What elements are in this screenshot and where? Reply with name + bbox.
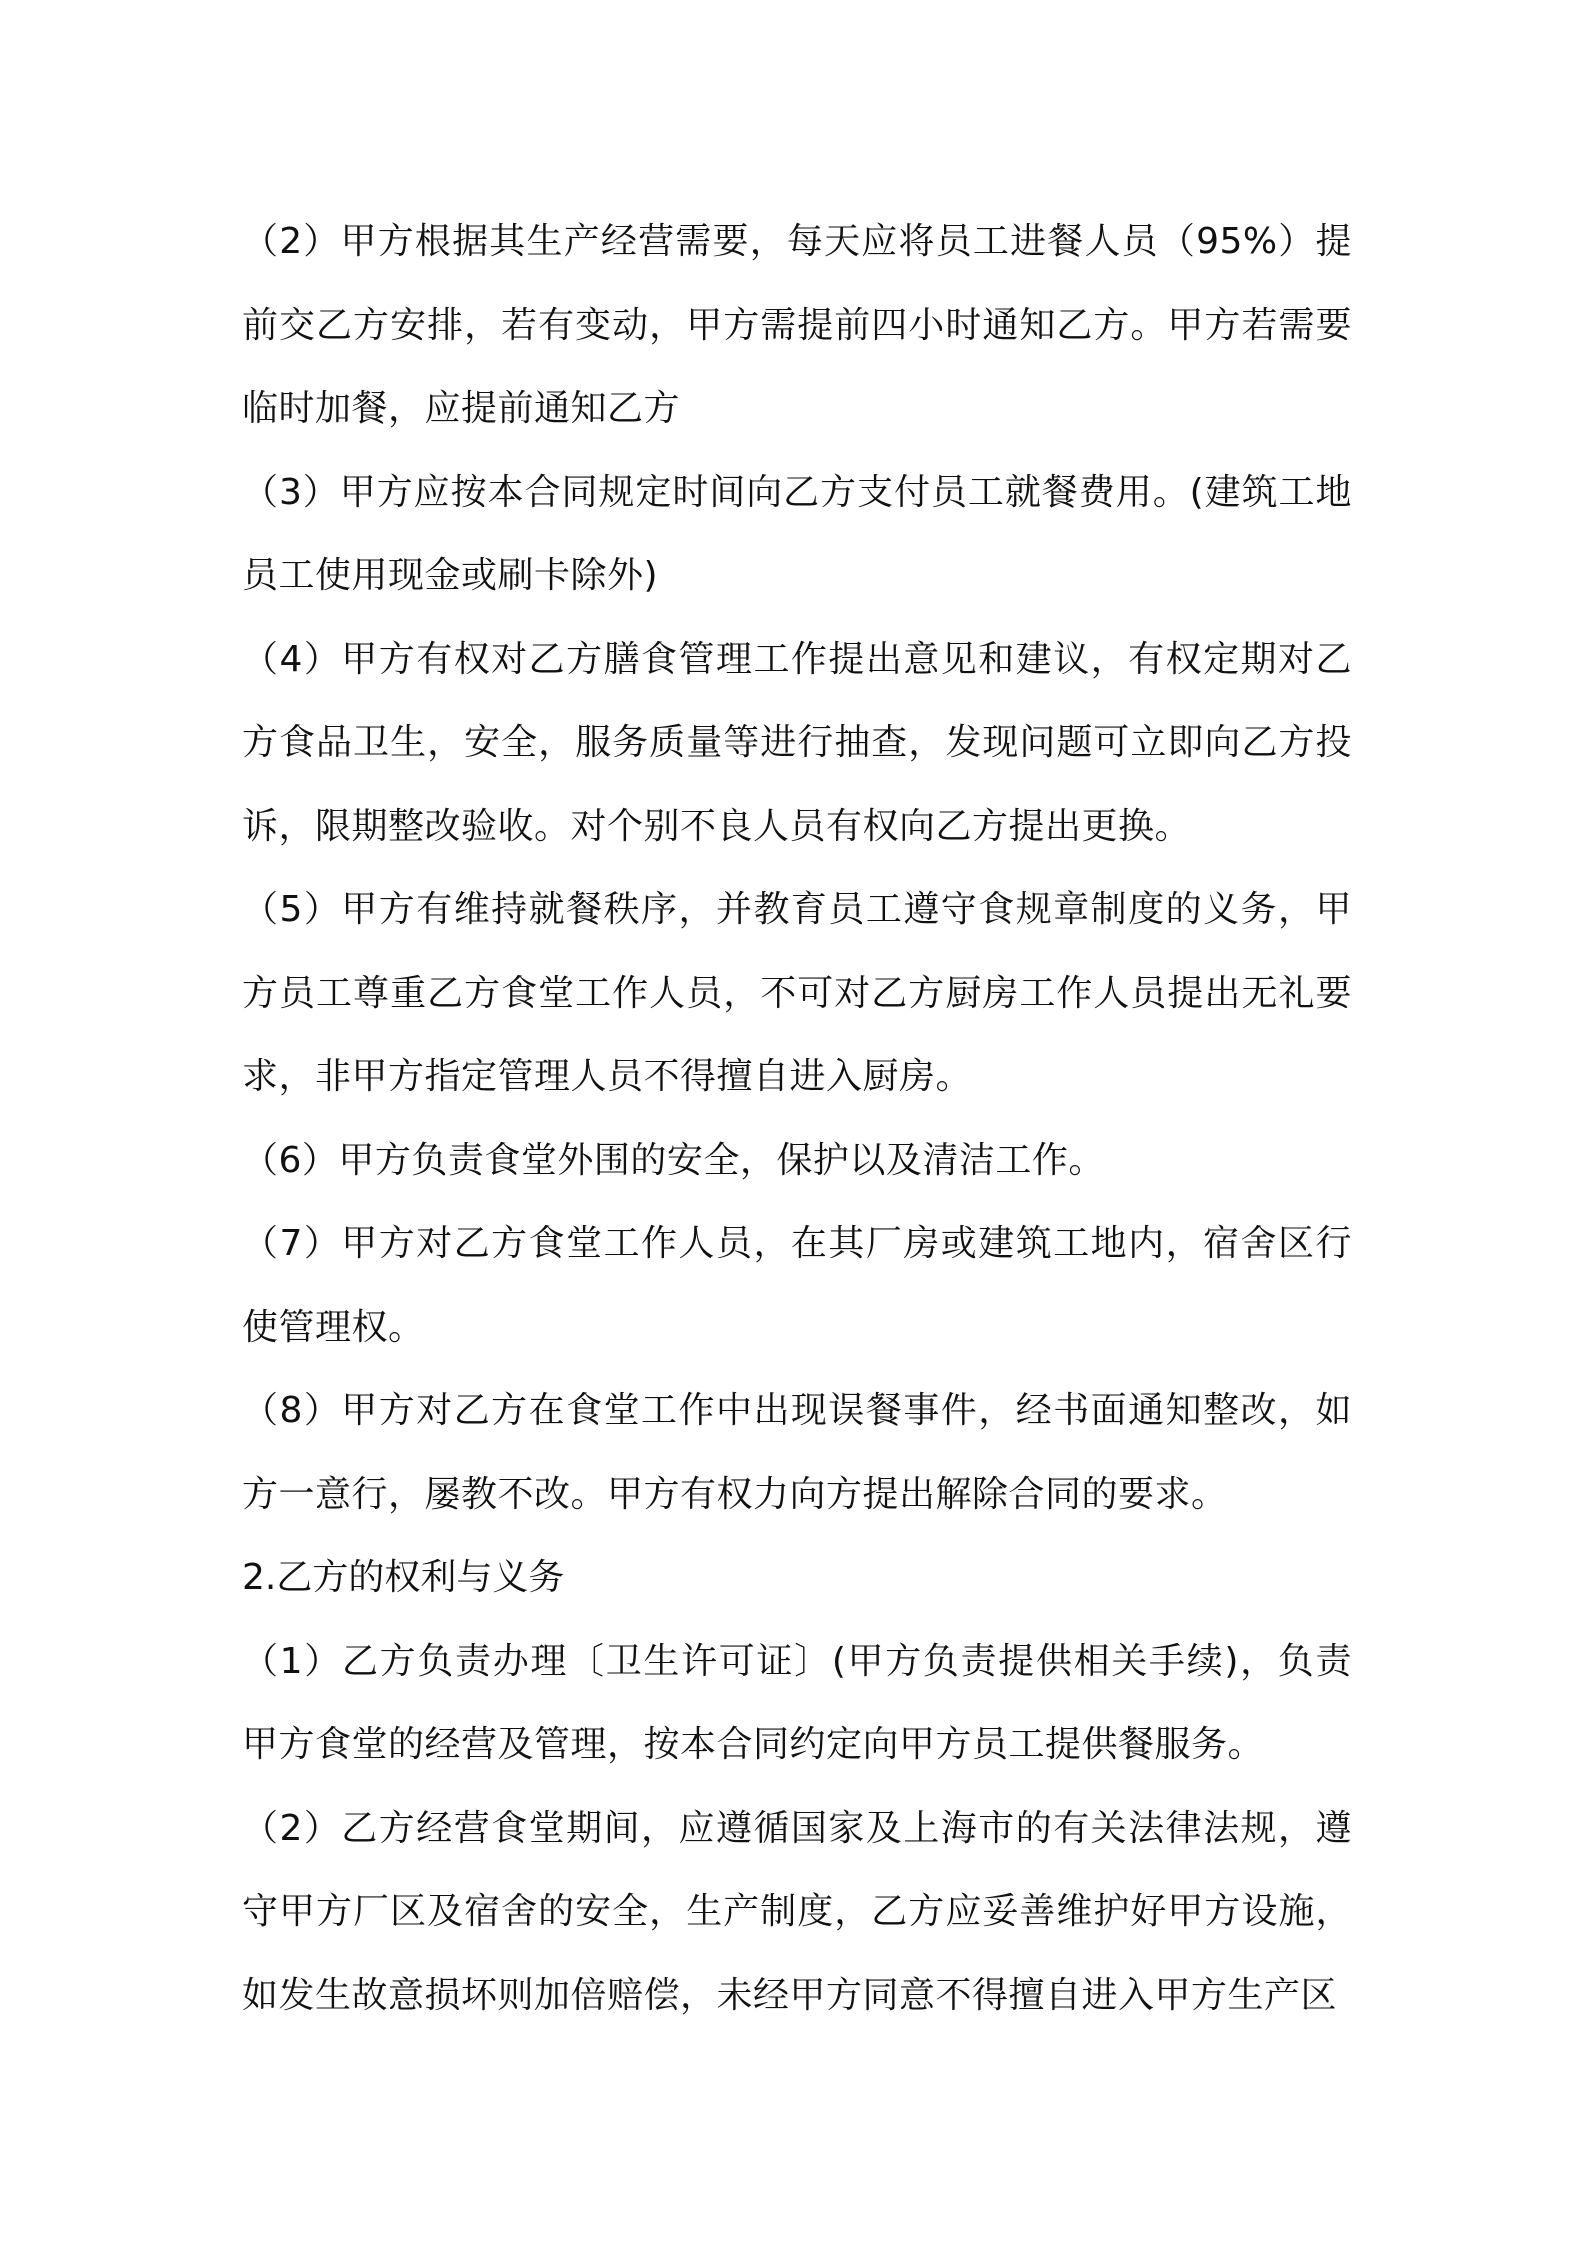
paragraph-7: （7）甲方对乙方食堂工作人员，在其厂房或建筑工地内，宿舍区行使管理权。 — [242, 1223, 1352, 1348]
paragraph-8: （8）甲方对乙方在食堂工作中出现误餐事件，经书面通知整改，如方一意行，屡教不改。甲方有权力向方提出解除合同的要求。 — [242, 1390, 1352, 1515]
paragraph-4: （4）甲方有权对乙方膳食管理工作提出意见和建议，有权定期对乙方食品卫生，安全，服务质量等进行抽查，发现问题可立即向乙方投诉，限期整改验收。对个别不良人员有权向乙方提出更换。 — [242, 638, 1352, 847]
paragraph-6: （6）甲方负责食堂外围的安全，保护以及清洁工作。 — [242, 1139, 1105, 1181]
document-body — [242, 200, 1352, 2037]
section-heading: 2.乙方的权利与义务 — [242, 1557, 565, 1598]
paragraph-2: （2）甲方根据其生产经营需要，每天应将员工进餐人员（95%）提前交乙方安排，若有变动，甲方需提前四小时通知乙方。甲方若需要临时加餐，应提前通知乙方 — [242, 221, 1352, 429]
section-paragraph-1: （1）乙方负责办理〔卫生许可证〕(甲方负责提供相关手续)，负责甲方食堂的经营及管理，按本合同约定向甲方员工提供餐服务。 — [242, 1640, 1352, 1765]
paragraph-3: （3）甲方应按本合同规定时间向乙方支付员工就餐费用。(建筑工地员工使用现金或刷卡除外) — [242, 471, 1352, 596]
paragraph-5: （5）甲方有维持就餐秩序，并教育员工遵守食规章制度的义务，甲方员工尊重乙方食堂工作人员，不可对乙方厨房工作人员提出无礼要求，非甲方指定管理人员不得擅自进入厨房。 — [242, 889, 1352, 1097]
section-paragraph-2: （2）乙方经营食堂期间，应遵循国家及上海市的有关法律法规，遵守甲方厂区及宿舍的安全，生产制度，乙方应妥善维护好甲方设施，如发生故意损坏则加倍赔偿，未经甲方同意不得擅自进入甲方生产区 — [242, 1807, 1352, 2016]
